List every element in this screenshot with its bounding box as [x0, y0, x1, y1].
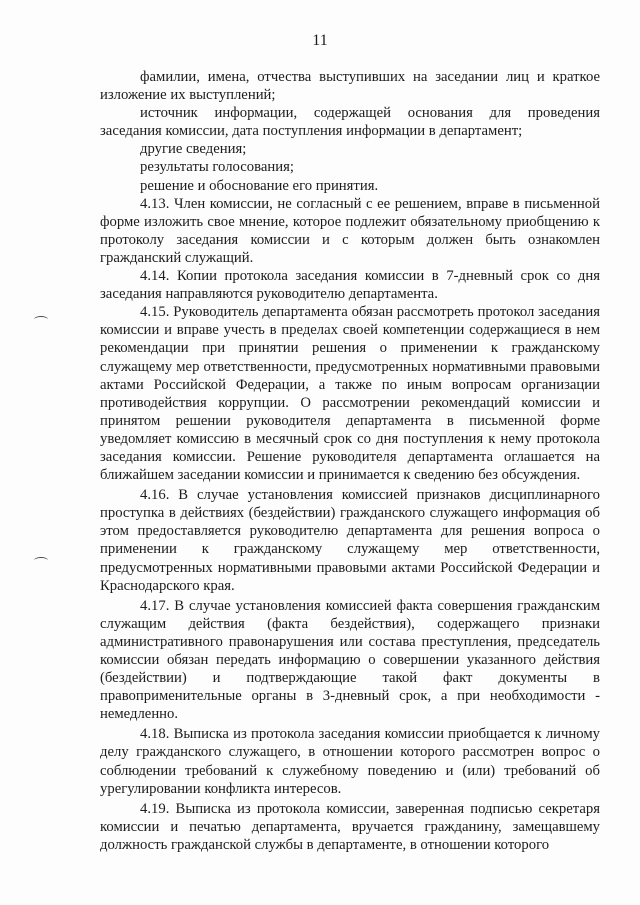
paragraph: 4.15. Руководитель департамента обязан рассмотреть протокол заседания комиссии и вправе учесть в пределах своей компетенции содержащиеся в нем рекомендации при принятии решения о применении к гражданскому служащему мер ответственности, предусмотренных нормативными правовыми актами Российской Федерации, а также по иным вопросам организации противодействия коррупции. О рассмотрении рекомендаций комиссии и принятом решении руководителя департамента в письменной форме уведомляет комиссию в месячный срок со дня поступления к нему протокола заседания комиссии. Решение руководителя департамента оглашается на ближайшем заседании комиссии и принимается к сведению без обсуждения.: [100, 304, 600, 484]
document-body: [100, 68, 600, 854]
paragraph: результаты голосования;: [140, 159, 294, 176]
paragraph: другие сведения;: [140, 141, 247, 158]
paragraph: источник информации, содержащей основания для проведения заседания комиссии, дата поступления информации в департамент;: [100, 105, 600, 140]
page-number: 11: [312, 32, 328, 49]
paragraph: 4.18. Выписка из протокола заседания комиссии приобщается к личному делу гражданского служащего, в отношении которого рассмотрен вопрос о соблюдении требований к служебному поведению и (или) требований об урегулировании конфликта интересов.: [100, 726, 600, 797]
paragraph: 4.14. Копии протокола заседания комиссии в 7-дневный срок со дня заседания направляются руководителю департамента.: [100, 268, 600, 303]
paragraph: 4.19. Выписка из протокола комиссии, заверенная подписью секретаря комиссии и печатью департамента, вручается гражданину, замещавшему должность гражданской службы в департаменте, в отношении которого: [100, 800, 600, 853]
paragraph: 4.17. В случае установления комиссией факта совершения гражданским служащим действия (факта бездействия), содержащего признаки административного правонарушения или состава преступления, председатель комиссии обязан передать информацию о совершении указанного действия (бездействии) и подтверждающие такой факт документы в правоприменительные органы в 3-дневный срок, а при необходимости - немедленно.: [100, 597, 600, 723]
paragraph: 4.16. В случае установления комиссией признаков дисциплинарного проступка в действиях (бездействии) гражданского служащего информация об этом предоставляется руководителю департамента для решения вопроса о применении к гражданскому служащему мер ответственности, предусмотренных нормативными правовыми актами Российской Федерации и Краснодарского края.: [100, 487, 600, 594]
paragraph: решение и обоснование его принятия.: [140, 177, 379, 194]
paragraph: 4.13. Член комиссии, не согласный с ее решением, вправе в письменной форме изложить свое мнение, которое подлежит обязательному приобщению к протоколу заседания комиссии и с которым должен быть ознакомлен гражданский служащий.: [100, 195, 600, 266]
margin-mark: [34, 316, 48, 323]
margin-mark: [34, 557, 48, 564]
paragraph: фамилии, имена, отчества выступивших на заседании лиц и краткое изложение их выступлений;: [100, 69, 600, 104]
